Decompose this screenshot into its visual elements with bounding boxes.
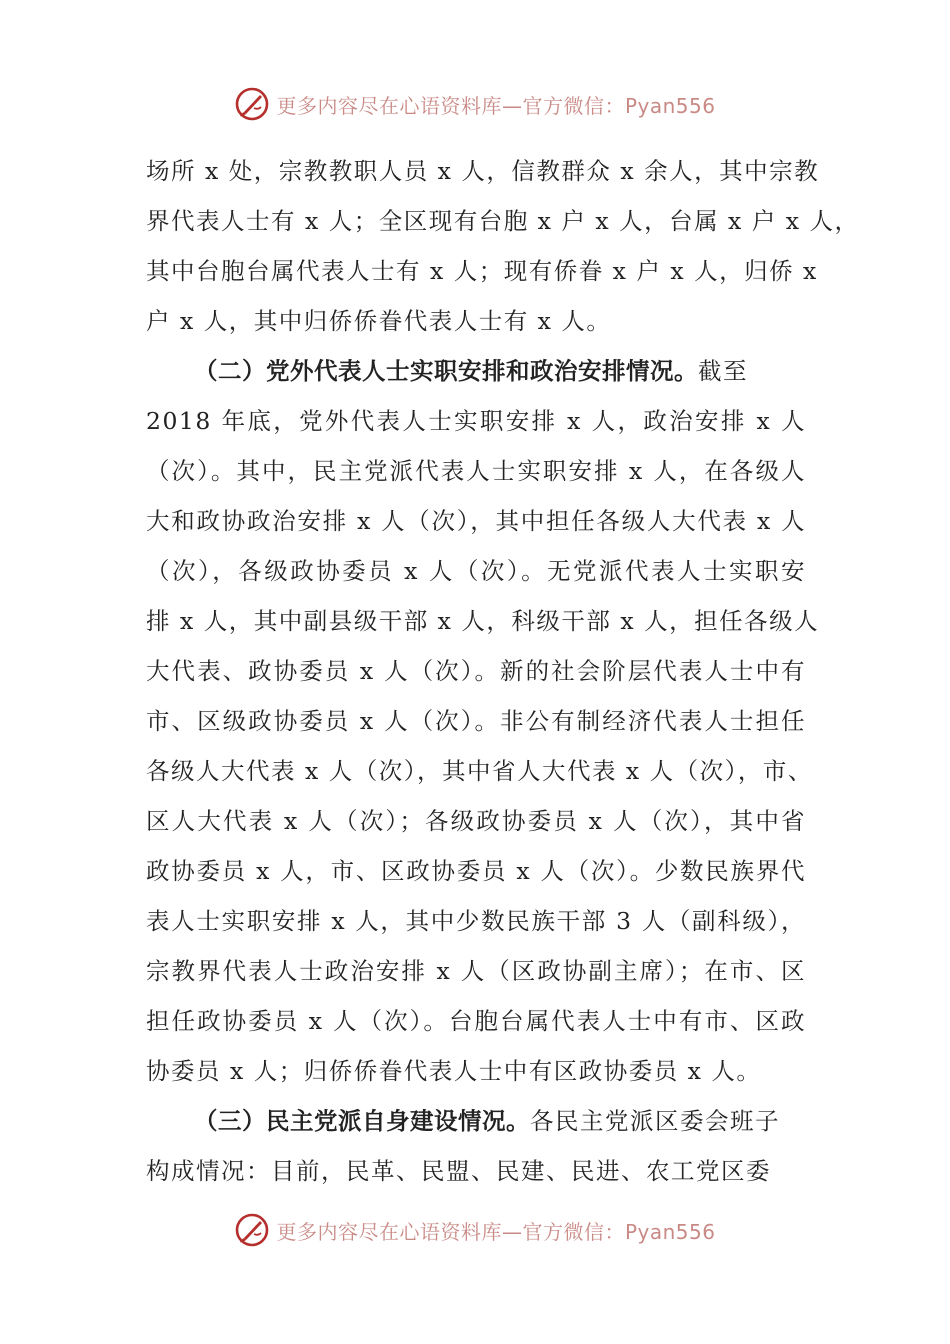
paragraph-religion-taiwan-overseas [146,146,860,346]
text-line: 排 x 人，其中副县级干部 x 人，科级干部 x 人，担任各级人 [146,607,820,635]
section-heading-3: （三）民主党派自身建设情况。 [194,1107,530,1135]
paragraph-appointments [146,346,820,1096]
text-line: 大和政协政治安排 x 人（次），其中担任各级人大代表 x 人 [146,507,806,535]
text-line: 表人士实职安排 x 人，其中少数民族干部 3 人（副科级）， [146,907,806,935]
text-line: 政协委员 x 人，市、区政协委员 x 人（次）。少数民族界代 [146,857,806,885]
section-heading-2: （二）党外代表人士实职安排和政治安排情况。 [194,357,698,385]
text-line [146,1096,806,1146]
text-line: 各级人大代表 x 人（次），其中省人大代表 x 人（次），市、 [146,757,813,785]
paragraph-party-building [146,1096,806,1196]
watermark-footer [0,1210,950,1250]
text-line: 场所 x 处，宗教教职人员 x 人，信教群众 x 余人，其中宗教 [146,157,820,185]
text-line: 协委员 x 人；归侨侨眷代表人士中有区政协委员 x 人。 [146,1057,762,1085]
text-line: 宗教界代表人士政治安排 x 人（区政协副主席）；在市、区 [146,957,806,985]
text-span: 各民主党派区委会班子 [530,1107,780,1135]
watermark-text: 更多内容尽在心语资料库—官方微信：Pyan556 [276,93,716,118]
document-body [146,146,860,1196]
quill-pen-logo-icon [234,86,270,122]
quill-pen-logo-icon [234,1212,270,1248]
text-line [146,346,806,396]
text-line: 其中台胞台属代表人士有 x 人；现有侨眷 x 户 x 人，归侨 x [146,257,818,285]
text-line: 2018 年底，党外代表人士实职安排 x 人，政治安排 x 人 [146,407,806,435]
text-line: （次）。其中，民主党派代表人士实职安排 x 人，在各级人 [146,457,806,485]
watermark-text: 更多内容尽在心语资料库—官方微信：Pyan556 [276,1219,716,1244]
watermark-header [0,84,950,124]
text-line: 市、区级政协委员 x 人（次）。非公有制经济代表人士担任 [146,707,806,735]
text-line: 区人大代表 x 人（次）；各级政协委员 x 人（次），其中省 [146,807,806,835]
text-span: 截至 [698,357,748,385]
text-line: 户 x 人，其中归侨侨眷代表人士有 x 人。 [146,307,612,335]
text-line: 界代表人士有 x 人；全区现有台胞 x 户 x 人，台属 x 户 x 人， [146,207,860,235]
text-line: 担任政协委员 x 人（次）。台胞台属代表人士中有市、区政 [146,1007,806,1035]
text-line: 构成情况：目前，民革、民盟、民建、民进、农工党区委 [146,1157,771,1185]
text-line: （次），各级政协委员 x 人（次）。无党派代表人士实职安 [146,557,806,585]
text-line: 大代表、政协委员 x 人（次）。新的社会阶层代表人士中有 [146,657,806,685]
